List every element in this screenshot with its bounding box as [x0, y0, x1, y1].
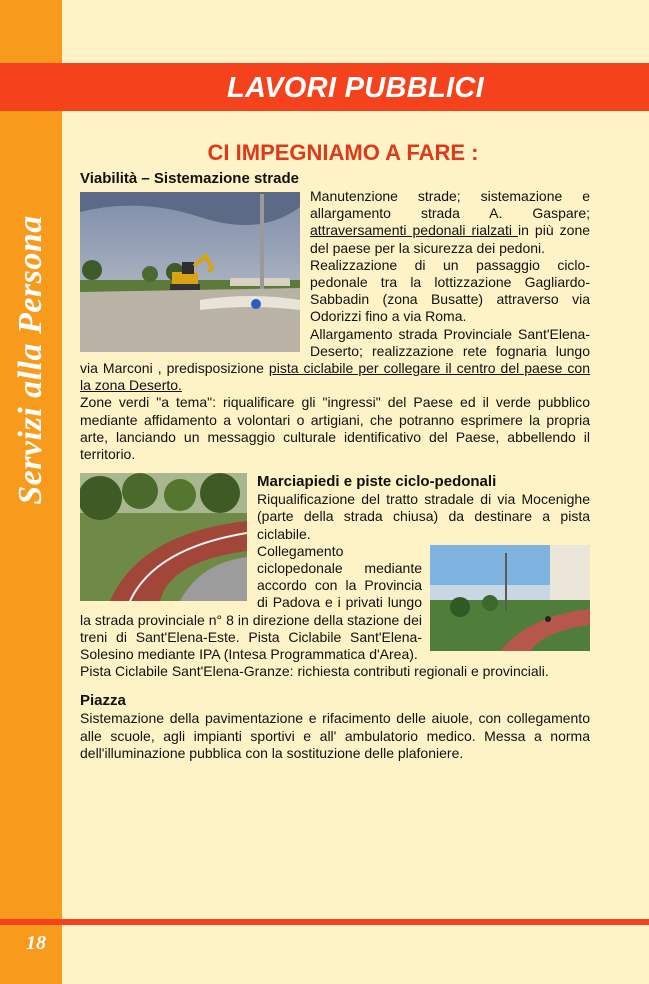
viabilita-p3-underlined: pista ciclabile per collegare il centro del paese con la zona Deserto. — [80, 360, 590, 394]
photo-bike-path — [80, 473, 247, 601]
footer-rule — [0, 919, 649, 925]
section-heading-viabilita: Viabilità – Sistemazione strade — [80, 170, 299, 187]
marciapiedi-p3: Pista Ciclabile Sant'Elena-Granze: richiesta contributi regionali e provinciali. — [80, 663, 549, 680]
sidebar — [0, 0, 62, 984]
viabilita-p1-b: in più zone del paese per la sicurezza dei pedoni. — [310, 222, 591, 256]
section-heading-marciapiedi: Marciapiedi e piste ciclo-pedonali — [257, 473, 497, 491]
viabilita-p1-underlined: attraversamenti pedonali rialzati — [310, 222, 518, 239]
marciapiedi-p1: Riqualificazione del tratto stradale di via Mocenighe (parte della strada chiusa) da destinare a pista ciclabile. — [257, 491, 590, 542]
page-number: 18 — [26, 932, 46, 954]
photo-promenade — [430, 545, 590, 651]
marciapiedi-p2: Collegamento ciclopedonale mediante accordo con la Provincia di Padova e i privati lungo la strada provinciale n° 8 in direzione della stazione dei treni di Sant'Elena-Este. Pista Ciclabile Sant'Elena-Solesino mediante IPA (Intesa Programmatica d'Area). — [80, 542, 422, 663]
viabilita-p1-a: Manutenzione strade; sistemazione e allargamento strada A. Gaspare; — [310, 188, 590, 222]
photo-road-works — [80, 192, 300, 352]
viabilita-p3-a: Allargamento strada Provinciale Sant'Elena-Deserto; realizzazione rete fognaria lungo via Marconi , predisposizione — [80, 325, 590, 377]
piazza-p1: Sistemazione della pavimentazione e rifacimento delle aiuole, con collegamento alle scuole, agli impianti sportivi e all' ambulatorio medico. Messa a norma dell'illuminazione pubblica con la sostituzione delle plafoniere. — [80, 710, 590, 761]
main-heading: CI IMPEGNIAMO A FARE : — [207, 140, 479, 165]
page-title: LAVORI PUBBLICI — [227, 72, 484, 104]
article-content — [80, 140, 590, 762]
sidebar-title: Servizi alla Persona — [12, 215, 49, 505]
viabilita-p2: Realizzazione di un passaggio ciclo-pedonale tra la lottizzazione Gagliardo-Sabbadin (zona Busatte) attraverso via Odorizzi fino a via Roma. — [310, 256, 590, 325]
section-heading-piazza: Piazza — [80, 692, 126, 710]
viabilita-p4: Zone verdi "a tema": riqualificare gli "ingressi" del Paese ed il verde pubblico mediante affidamento a volontari o artigiani, che potranno esprimere la propria arte, lanciando un messaggio culturale identificativo del Paese, abbellendo il territorio. — [80, 394, 590, 463]
